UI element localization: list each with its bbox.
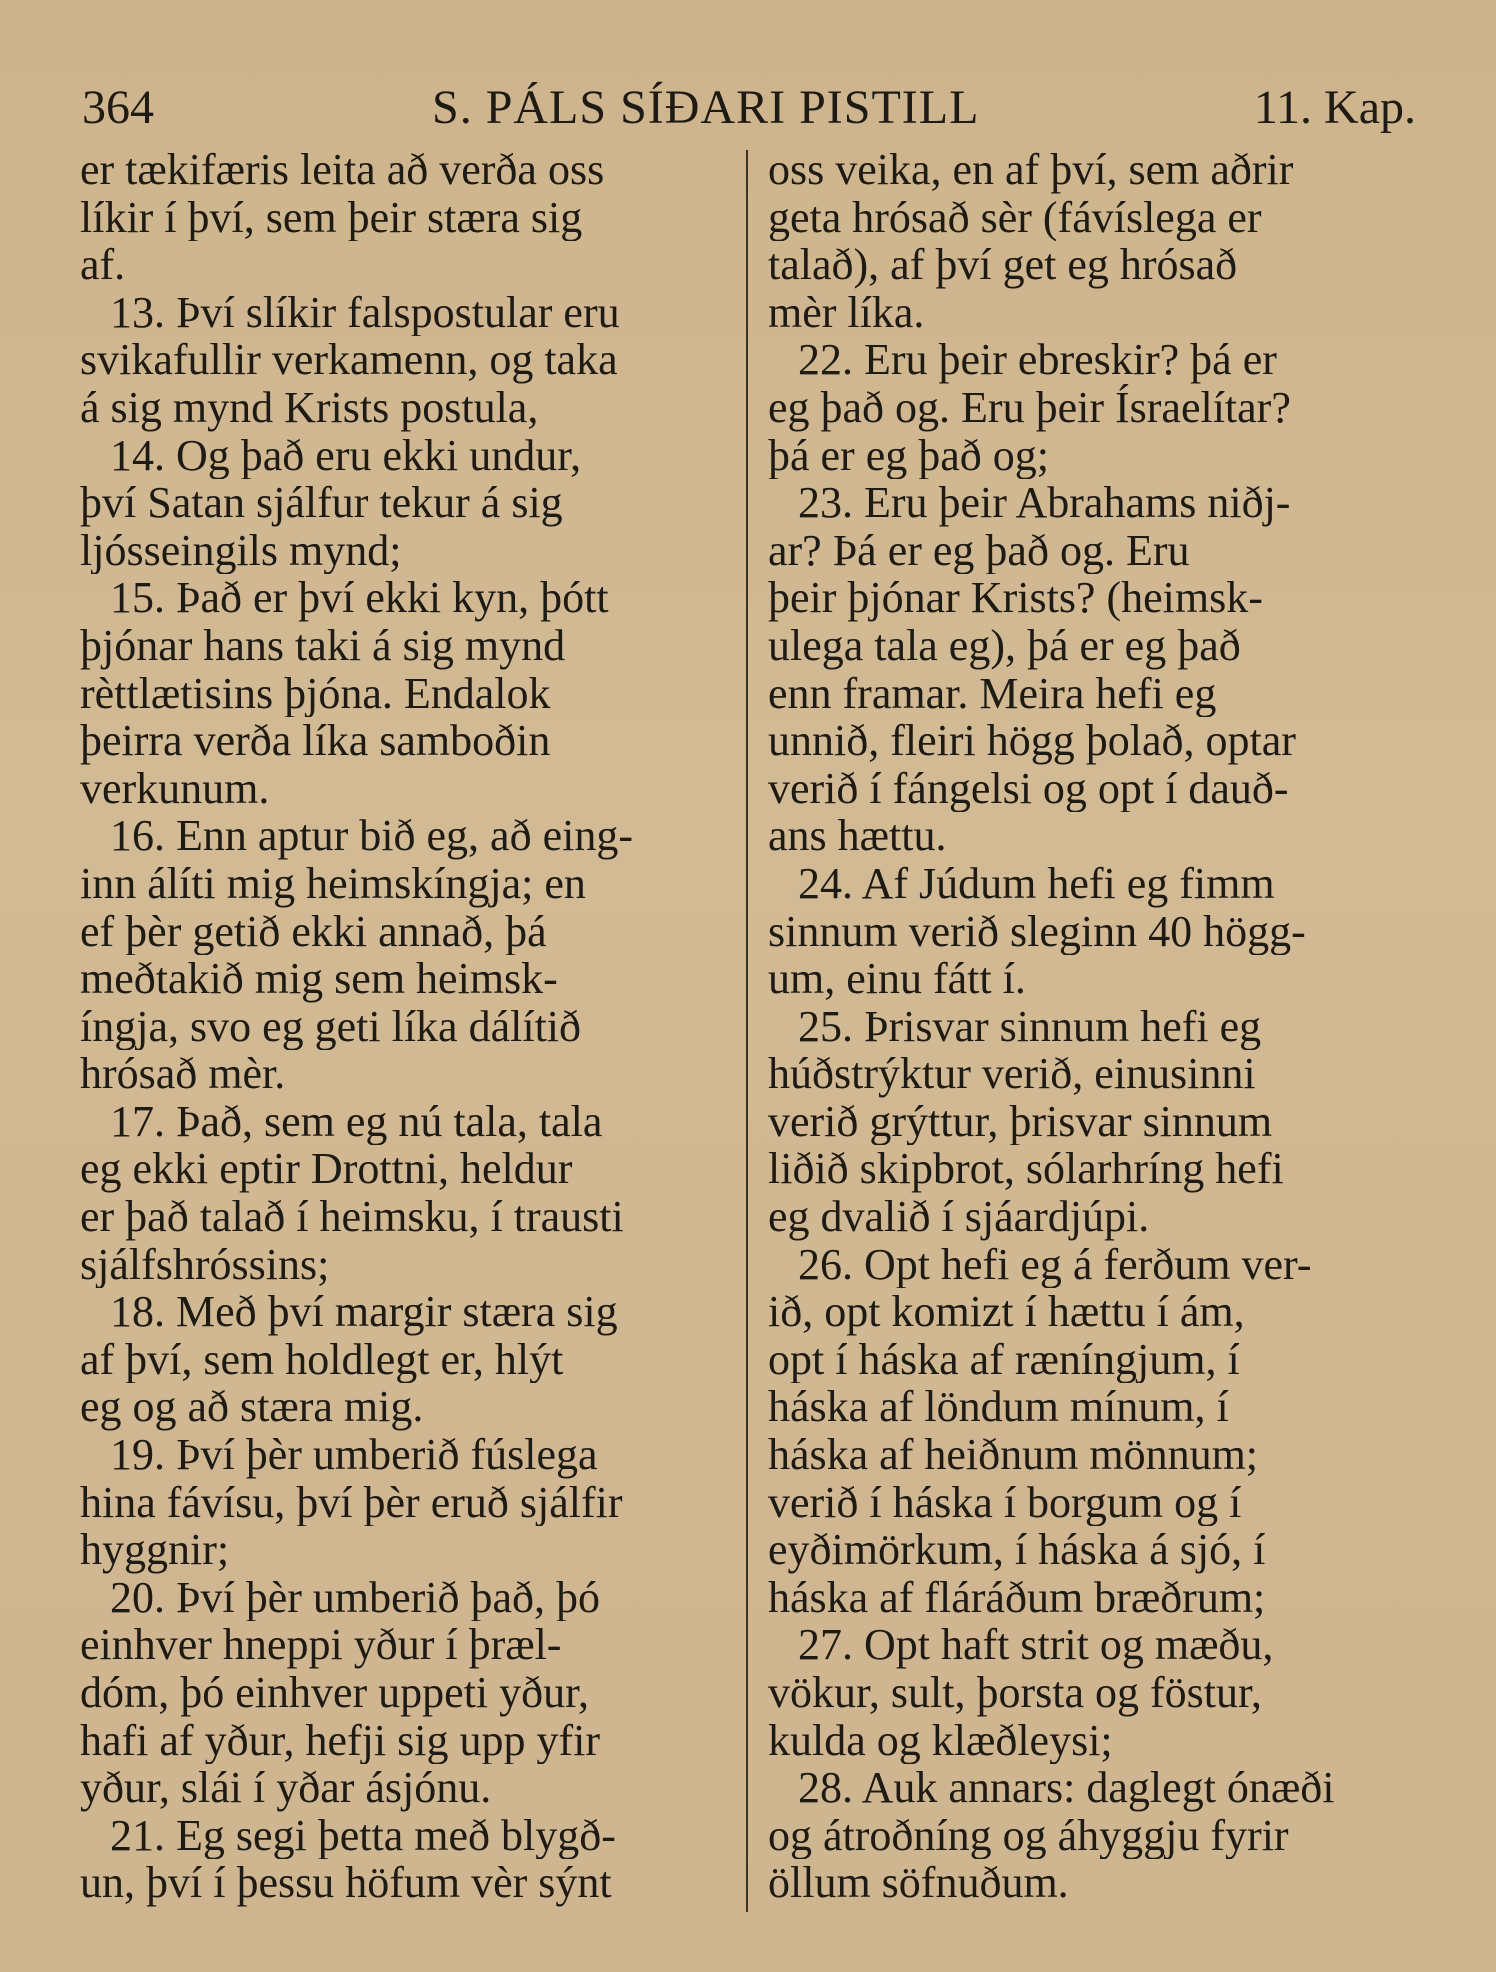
text-line: þá er eg það og; [768,431,1049,480]
text-line: 22. Eru þeir ebreskir? þá er [798,336,1277,384]
text-line: verkunum. [80,764,270,813]
text-line: háska af heiðnum mönnum; [768,1431,1259,1479]
text-line: yður, slái í yðar ásjónu. [80,1764,492,1812]
text-line: er það talað í heimsku, í trausti [80,1193,624,1241]
running-title: S. PÁLS SÍÐARI PISTILL [432,81,980,134]
text-line: þeir þjónar Krists? (heimsk- [768,574,1263,622]
text-line: líkir í því, sem þeir stæra sig [80,193,583,242]
text-line: 23. Eru þeir Abrahams niðj- [798,479,1291,527]
text-line: ans hættu. [768,812,947,860]
text-line: verið í fángelsi og opt í dauð- [768,764,1289,813]
text-line: eg og að stæra mig. [80,1383,424,1432]
text-line: talað), af því get eg hrósað [768,241,1238,289]
text-line: ulega tala eg), þá er eg það [768,621,1241,670]
text-line: oss veika, en af því, sem aðrir [768,146,1294,194]
text-line: vökur, sult, þorsta og föstur, [768,1669,1262,1717]
text-line: 19. Því þèr umberið fúslega [110,1431,598,1479]
text-line: 15. Það er því ekki kyn, þótt [110,574,609,622]
text-line: 24. Af Júdum hefi eg fimm [798,859,1275,908]
text-line: 14. Og það eru ekki undur, [110,431,582,480]
text-line: og átroðníng og áhyggju fyrir [768,1811,1289,1860]
text-line: eg dvalið í sjáardjúpi. [768,1193,1150,1241]
text-line: húðstrýktur verið, einusinni [768,1050,1256,1098]
text-line: verið í háska í borgum og í [768,1478,1242,1527]
text-line: eyðimörkum, í háska á sjó, í [768,1526,1266,1574]
text-line: ið, opt komizt í hættu í ám, [768,1288,1245,1336]
text-line: mèr líka. [768,288,925,337]
text-line: unnið, fleiri högg þolað, optar [768,717,1296,765]
page-header [82,78,1416,138]
text-line: er tækifæris leita að verða oss [80,146,605,194]
text-line: 25. Þrisvar sinnum hefi eg [798,1002,1262,1051]
text-line: 28. Auk annars: daglegt ónæði [798,1764,1335,1812]
text-line: eg það og. Eru þeir Ísraelítar? [768,383,1291,432]
text-line: hina fávísu, því þèr eruð sjálfir [80,1478,623,1527]
text-line: hyggnir; [80,1526,230,1574]
text-line: því Satan sjálfur tekur á sig [80,479,563,527]
text-line: rèttlætisins þjóna. Endalok [80,669,551,718]
text-line: þeirra verða líka samboðin [80,717,551,765]
text-line: á sig mynd Krists postula, [80,383,539,432]
text-line: liðið skipbrot, sólarhríng hefi [768,1145,1284,1194]
left-text-column [80,146,730,1907]
text-line: háska af fláráðum bræðrum; [768,1573,1266,1622]
text-line: 26. Opt hefi eg á ferðum ver- [798,1240,1312,1289]
text-line: kulda og klæðleysi; [768,1716,1113,1765]
text-line: þjónar hans taki á sig mynd [80,621,566,670]
text-line: háska af löndum mínum, í [768,1383,1229,1432]
text-line: hafi af yður, hefji sig upp yfir [80,1716,600,1765]
text-line: meðtakið mig sem heimsk- [80,955,558,1003]
text-line: un, því í þessu höfum vèr sýnt [80,1859,612,1907]
text-line: inn álíti mig heimskíngja; en [80,859,586,908]
right-text-column [768,146,1416,1907]
text-line: ef þèr getið ekki annað, þá [80,907,547,956]
text-line: hrósað mèr. [80,1050,286,1098]
text-line: af. [80,241,126,289]
text-line: íngja, svo eg geti líka dálítið [80,1002,582,1051]
text-line: 20. Því þèr umberið það, þó [110,1573,601,1622]
text-line: sjálfshróssins; [80,1240,330,1289]
text-line: 18. Með því margir stæra sig [110,1288,618,1336]
text-line: geta hrósað sèr (fávíslega er [768,193,1262,242]
text-line: enn framar. Meira hefi eg [768,669,1217,718]
text-line: dóm, þó einhver uppeti yður, [80,1669,590,1717]
text-line: öllum söfnuðum. [768,1859,1069,1907]
text-line: 27. Opt haft strit og mæðu, [798,1621,1274,1669]
text-line: af því, sem holdlegt er, hlýt [80,1335,564,1384]
text-line: 13. Því slíkir falspostular eru [110,288,620,337]
text-line: verið grýttur, þrisvar sinnum [768,1097,1273,1146]
text-line: eg ekki eptir Drottni, heldur [80,1145,573,1194]
text-line: svikafullir verkamenn, og taka [80,336,618,384]
text-line: 17. Það, sem eg nú tala, tala [110,1097,603,1146]
text-line: um, einu fátt í. [768,955,1026,1003]
chapter-label: 11. Kap. [1253,81,1416,134]
text-line: opt í háska af ræníngjum, í [768,1335,1240,1384]
column-divider [746,150,748,1912]
text-line: 16. Enn aptur bið eg, að eing- [110,812,633,860]
text-line: ar? Þá er eg það og. Eru [768,526,1190,575]
text-line: ljósseingils mynd; [80,526,402,575]
text-line: sinnum verið sleginn 40 högg- [768,907,1306,956]
text-line: einhver hneppi yður í þræl- [80,1621,562,1669]
page-number: 364 [82,81,154,134]
text-line: 21. Eg segi þetta með blygð- [110,1811,616,1860]
